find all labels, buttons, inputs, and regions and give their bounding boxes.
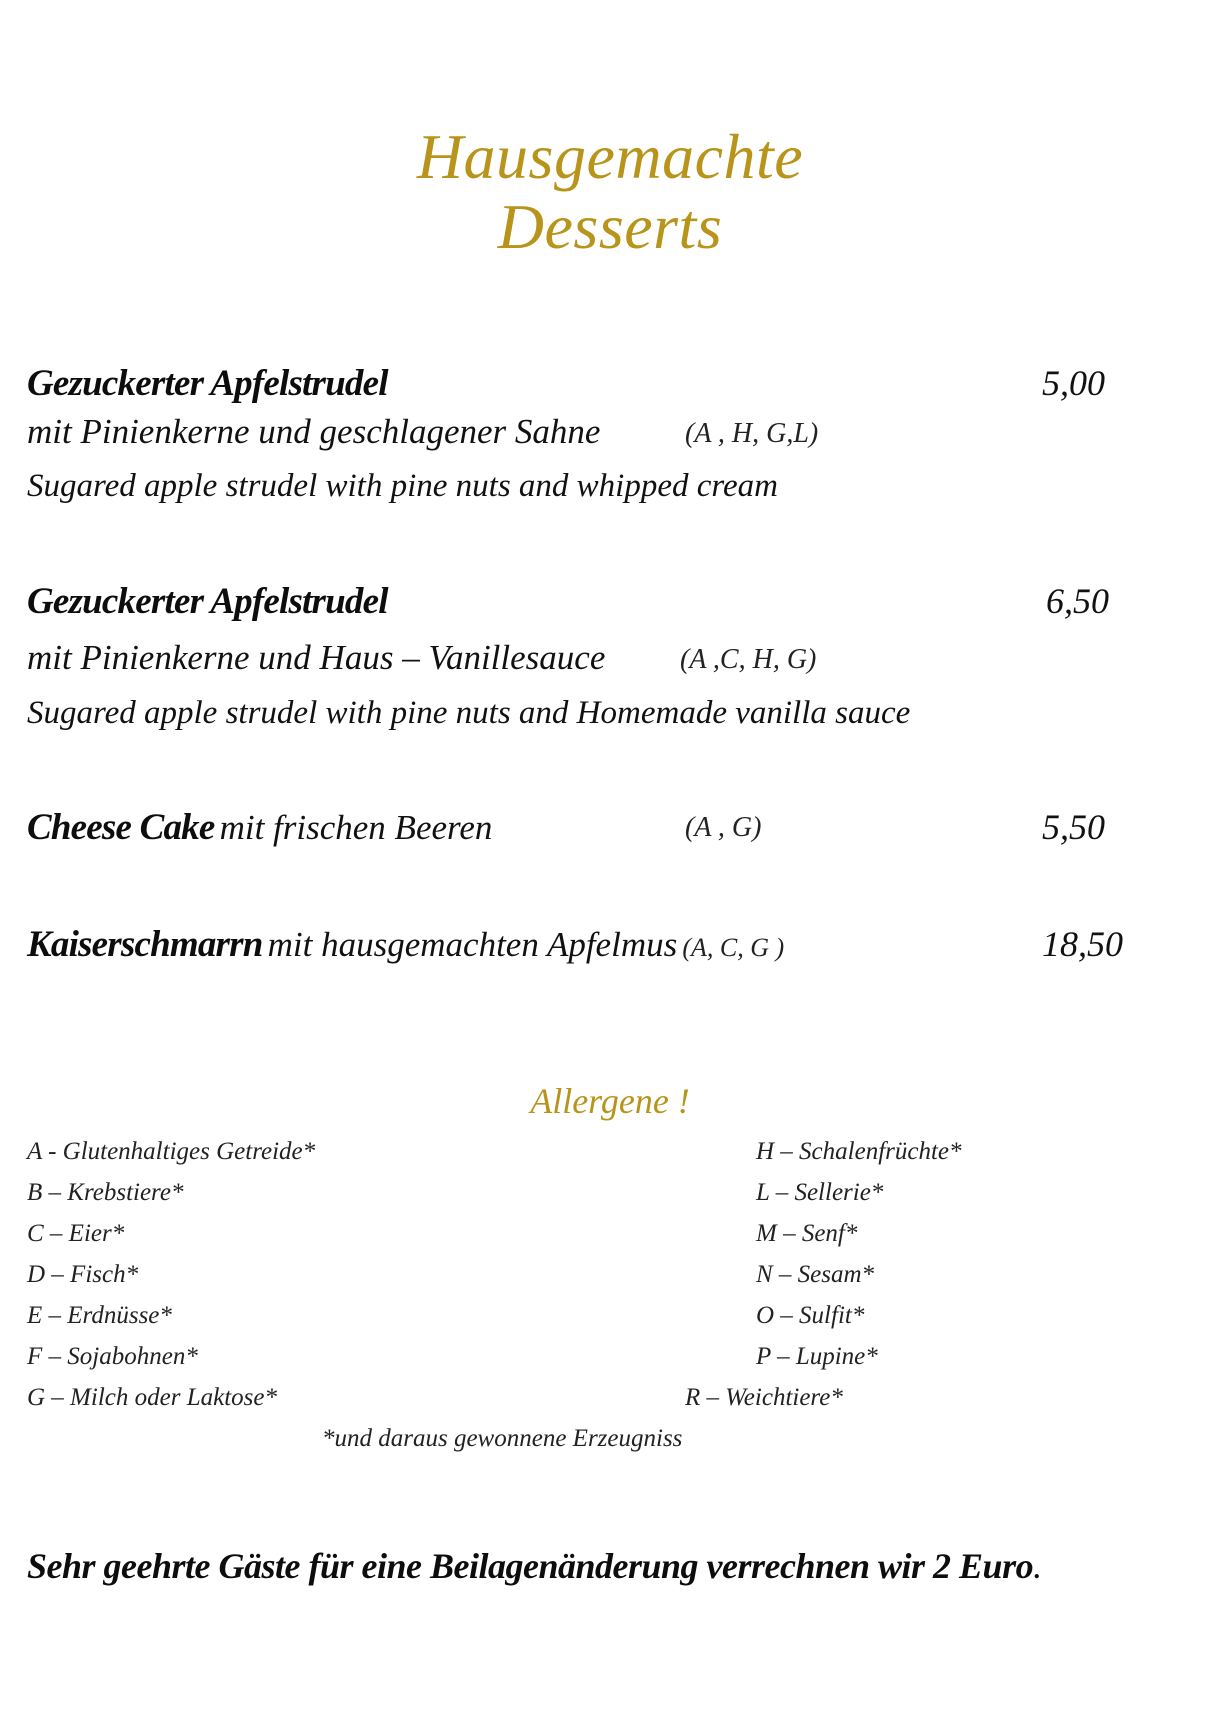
menu-item-price: 6,50 bbox=[1046, 581, 1109, 621]
page-title-line-1: Hausgemachte bbox=[416, 121, 804, 192]
menu-item-name: Gezuckerter Apfelstrudel bbox=[27, 581, 388, 622]
menu-item-description: mit Pinienkerne und Haus – Vanillesauce bbox=[27, 638, 606, 677]
allergen-item: E – Erdnüsse* bbox=[27, 1302, 172, 1329]
allergen-item: N – Sesam* bbox=[756, 1261, 875, 1288]
menu-item-allergens: (A , H, G,L) bbox=[685, 418, 819, 449]
footer-period: . bbox=[1033, 1546, 1042, 1586]
allergen-item: R – Weichtiere* bbox=[685, 1384, 843, 1411]
allergen-item: M – Senf* bbox=[756, 1220, 858, 1247]
menu-item-price: 5,00 bbox=[1042, 363, 1105, 403]
menu-item-allergens: (A, C, G ) bbox=[682, 933, 785, 962]
allergen-item: F – Sojabohnen* bbox=[27, 1343, 198, 1370]
allergen-item: H – Schalenfrüchte* bbox=[756, 1138, 962, 1165]
menu-item-allergens: (A , G) bbox=[685, 812, 762, 843]
menu-item-english: Sugared apple strudel with pine nuts and Homemade vanilla sauce bbox=[27, 695, 911, 731]
menu-item-name: Cheese Cake bbox=[27, 807, 215, 848]
menu-item-description: mit frischen Beeren bbox=[219, 808, 493, 847]
allergen-item: O – Sulfit* bbox=[756, 1302, 865, 1329]
menu-item-name: Kaiserschmarrn bbox=[27, 924, 263, 965]
menu-item-english: Sugared apple strudel with pine nuts and whipped cream bbox=[27, 468, 778, 504]
menu-item-price: 18,50 bbox=[1042, 924, 1123, 964]
allergen-item: A - Glutenhaltiges Getreide* bbox=[27, 1138, 316, 1165]
allergen-item: C – Eier* bbox=[27, 1220, 125, 1247]
allergen-item: D – Fisch* bbox=[27, 1261, 139, 1288]
allergen-item: L – Sellerie* bbox=[756, 1179, 884, 1206]
allergen-item: G – Milch oder Laktose* bbox=[27, 1384, 277, 1411]
allergen-item: B – Krebstiere* bbox=[27, 1179, 184, 1206]
footer-text: Sehr geehrte Gäste für eine Beilagenänderung verrechnen wir 2 Euro bbox=[27, 1546, 1034, 1586]
menu-item-description: mit Pinienkerne und geschlagener Sahne bbox=[27, 412, 601, 451]
menu-item bbox=[27, 923, 784, 966]
menu-item-description: mit hausgemachten Apfelmus bbox=[267, 925, 678, 964]
menu-item-price: 5,50 bbox=[1042, 807, 1105, 847]
footer-notice bbox=[27, 1545, 1042, 1587]
menu-item-name: Gezuckerter Apfelstrudel bbox=[27, 363, 388, 404]
menu-item bbox=[27, 806, 492, 849]
allergen-note: *und daraus gewonnene Erzeugniss bbox=[322, 1425, 683, 1452]
allergen-heading: Allergene ! bbox=[530, 1081, 690, 1121]
menu-item-allergens: (A ,C, H, G) bbox=[680, 644, 817, 675]
page-title-line-2: Desserts bbox=[497, 191, 723, 262]
allergen-item: P – Lupine* bbox=[756, 1343, 878, 1370]
